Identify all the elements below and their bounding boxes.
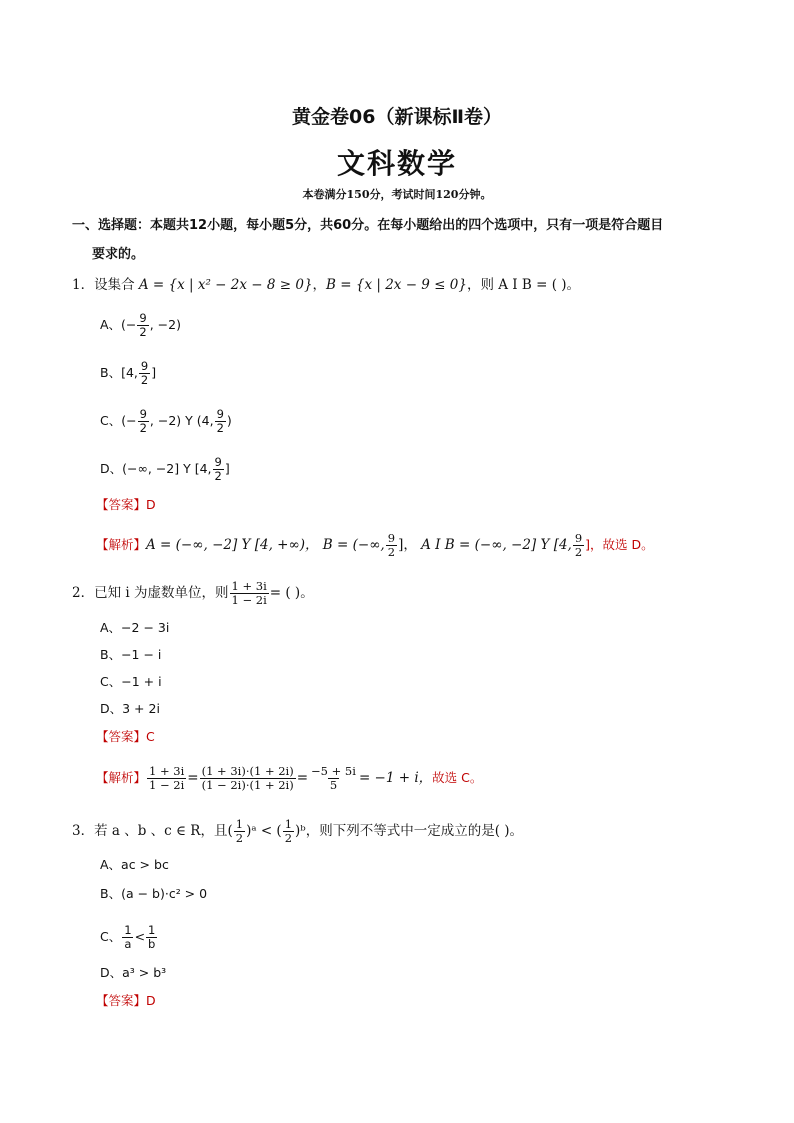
q1-opt-c-mid: , −2) Y (4,	[149, 413, 214, 428]
less-than-sign: <	[134, 929, 146, 944]
fraction	[573, 532, 584, 559]
q1-opt-c-pre: C、(−	[100, 413, 137, 428]
q1-analysis-d: A I B = (−∞, −2] Y [4,	[421, 537, 572, 553]
fraction	[146, 924, 157, 951]
q3-stem-b: )ᵇ，则下列不等式中一定成立的是( )。	[295, 823, 524, 839]
equals-sign: =	[187, 770, 199, 786]
frac-den: 2	[235, 831, 244, 845]
q2-option-c: C、−1 + i	[100, 674, 162, 689]
q1-analysis-b: B = (−∞,	[322, 537, 385, 553]
q1-stem-a: 1．设集合	[72, 277, 139, 293]
frac-den: 2	[140, 373, 149, 387]
exam-note: 本卷满分150分，考试时间120分钟。	[302, 188, 492, 201]
frac-den: 2	[139, 421, 147, 435]
q3-stem-a: 3．若 a 、b 、c ∈ R，且(	[72, 823, 233, 839]
q3-opt-c-pre: C、	[100, 929, 122, 944]
q3-answer	[96, 992, 156, 1010]
frac-den: 5	[329, 778, 338, 792]
q2-stem-b: = ( )。	[269, 585, 314, 601]
section-heading-line1: 一、选择题：本题共12小题，每小题5分，共60分。在每小题给出的四个选项中，只有一项是符合题目	[72, 218, 664, 233]
q2-stem	[72, 580, 314, 607]
answer-value: D	[146, 993, 156, 1008]
q3-stem	[72, 818, 523, 845]
frac-den: 2	[387, 545, 396, 559]
frac-den: (1 − 2i)·(1 + 2i)	[201, 778, 294, 792]
frac-num: 9	[139, 311, 147, 325]
q2-answer	[96, 728, 155, 746]
fraction	[137, 312, 148, 339]
frac-den: 1 − 2i	[231, 593, 267, 607]
frac-num: (1 + 3i)·(1 + 2i)	[201, 764, 294, 778]
frac-den: 2	[214, 469, 222, 483]
q1-opt-b-pre: B、[4,	[100, 365, 138, 380]
q2-option-b: B、−1 − i	[100, 647, 162, 662]
q2-stem-a: 2．已知 i 为虚数单位，则	[72, 585, 229, 601]
answer-value: D	[146, 497, 156, 512]
q1-stem-b: ，则 A I B = ( )。	[466, 277, 581, 293]
q1-opt-b-post: ]	[151, 365, 157, 380]
frac-num: 9	[574, 531, 583, 545]
frac-den: 1 − 2i	[149, 778, 185, 792]
fraction	[309, 765, 358, 792]
q1-set-a: A = {x | x² − 2x − 8 ≥ 0}	[138, 277, 313, 293]
equals-sign: =	[296, 770, 309, 786]
fraction	[283, 818, 294, 845]
q2-analysis-result: = −1 + i，	[358, 770, 433, 786]
q3-option-a: A、ac > bc	[100, 857, 169, 872]
q1-answer	[96, 496, 156, 514]
frac-num: 9	[139, 407, 147, 421]
fraction	[139, 360, 150, 387]
analysis-label: 【解析】	[96, 770, 147, 785]
q2-option-a: A、−2 − 3i	[100, 620, 170, 635]
frac-num: 9	[387, 531, 396, 545]
fraction	[147, 765, 186, 792]
subject-title: 文科数学	[336, 147, 457, 180]
fraction	[200, 765, 296, 792]
q2-option-d: D、3 + 2i	[100, 701, 160, 716]
q3-option-b: B、(a − b)·c² > 0	[100, 886, 208, 901]
frac-num: −5 + 5i	[311, 764, 356, 778]
fraction	[138, 408, 149, 435]
fraction	[230, 580, 269, 607]
q1-stem	[72, 276, 580, 294]
frac-den: a	[124, 937, 132, 951]
section-heading-line2: 要求的。	[92, 247, 145, 262]
q2-analysis-choice: 故选 C。	[432, 770, 483, 785]
q1-analysis	[96, 532, 654, 559]
frac-den: 2	[574, 545, 583, 559]
analysis-label: 【解析】	[96, 537, 147, 552]
q1-opt-a-post: , −2)	[149, 317, 181, 332]
frac-num: 1 + 3i	[231, 579, 267, 593]
frac-num: 1	[284, 817, 293, 831]
frac-den: b	[148, 937, 156, 951]
exam-title: 黄金卷06（新课标Ⅱ卷）	[292, 106, 502, 128]
fraction	[213, 456, 224, 483]
q1-option-d	[100, 456, 230, 483]
q3-option-d: D、a³ > b³	[100, 965, 167, 980]
q1-option-a	[100, 312, 181, 339]
q2-analysis	[96, 765, 482, 792]
fraction	[234, 818, 245, 845]
q1-opt-a-pre: A、(−	[100, 317, 137, 332]
frac-den: 2	[284, 831, 293, 845]
frac-num: 9	[214, 455, 222, 469]
fraction	[122, 924, 133, 951]
q1-sep: ，	[312, 277, 327, 293]
frac-num: 9	[140, 359, 149, 373]
fraction	[215, 408, 226, 435]
q1-set-b: B = {x | 2x − 9 ≤ 0}	[326, 277, 467, 293]
frac-num: 1 + 3i	[149, 764, 185, 778]
answer-label: 【答案】	[96, 729, 147, 744]
answer-label: 【答案】	[96, 497, 147, 512]
q1-option-b	[100, 360, 156, 387]
frac-num: 1	[235, 817, 244, 831]
q1-opt-d-pre: D、(−∞, −2] Y [4,	[100, 461, 212, 476]
q1-analysis-e: ]，故选 D。	[585, 537, 654, 552]
q1-analysis-c: ]，	[398, 537, 417, 553]
q1-opt-c-post: )	[226, 413, 232, 428]
answer-label: 【答案】	[96, 993, 147, 1008]
q3-stem-mid: )ᵃ < (	[246, 823, 282, 839]
q3-option-c	[100, 924, 158, 951]
frac-num: 1	[124, 923, 132, 937]
fraction	[386, 532, 397, 559]
frac-num: 1	[148, 923, 156, 937]
q1-analysis-a: A = (−∞, −2] Y [4, +∞)，	[146, 537, 319, 553]
frac-num: 9	[216, 407, 224, 421]
q1-option-c	[100, 408, 232, 435]
frac-den: 2	[139, 325, 147, 339]
answer-value: C	[146, 729, 155, 744]
frac-den: 2	[216, 421, 224, 435]
q1-opt-d-post: ]	[224, 461, 230, 476]
